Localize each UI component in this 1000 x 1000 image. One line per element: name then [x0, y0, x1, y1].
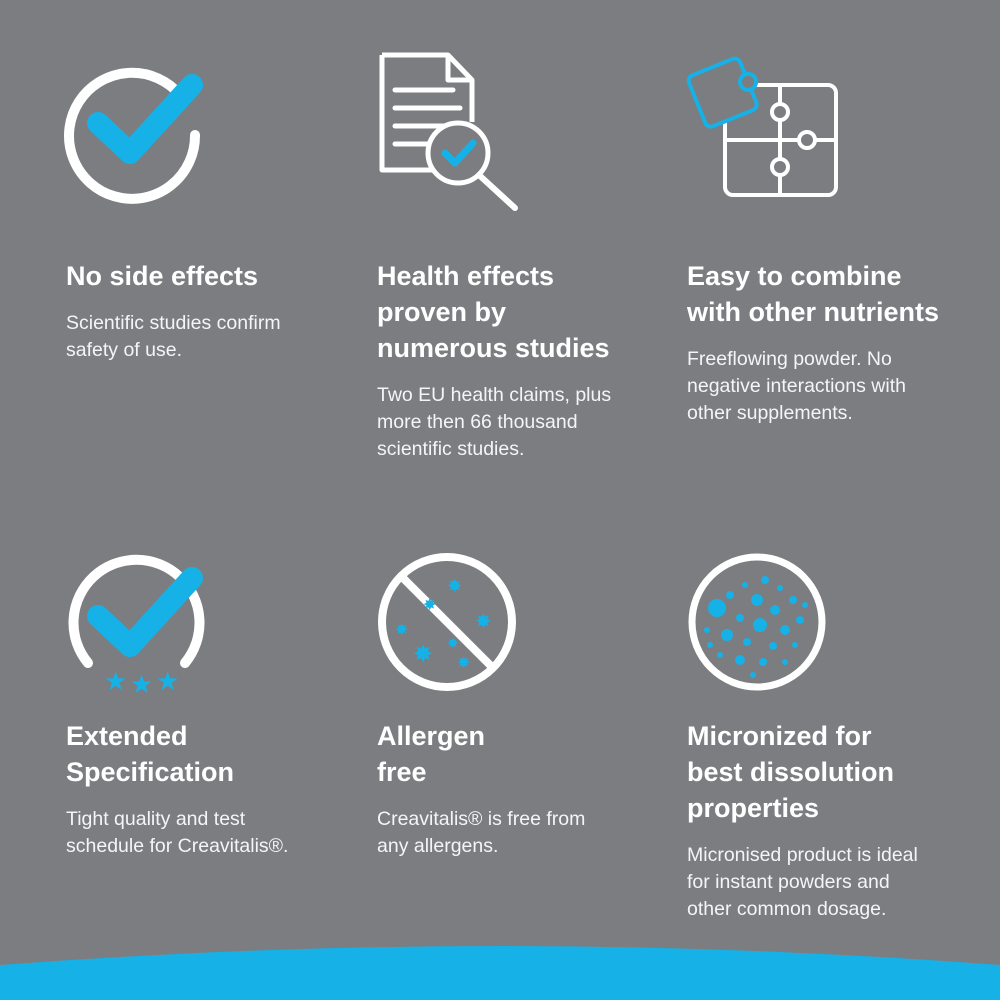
- feature-title: Micronized for best dissolution properties: [687, 721, 895, 823]
- feature-title: Allergen free: [377, 721, 486, 787]
- checkmark-stars-icon: [60, 548, 220, 698]
- checkmark-circle-icon: [60, 55, 220, 205]
- micronized-particles-icon: [685, 550, 830, 695]
- allergen-free-icon: [375, 550, 520, 695]
- svg-text:✸: ✸: [423, 595, 437, 614]
- svg-text:✸: ✸: [447, 636, 459, 652]
- feature-description: Scientific studies confirm safety of use.: [66, 312, 281, 361]
- feature-micronized: [687, 718, 987, 923]
- document-magnifier-icon: [375, 50, 525, 215]
- feature-easy-to-combine: [687, 258, 987, 427]
- svg-text:✸: ✸: [475, 609, 492, 633]
- feature-description: Two EU health claims, plus more then 66 thousand scientific studies.: [377, 384, 612, 460]
- feature-title: Health effects proven by numerous studies: [377, 261, 610, 363]
- svg-text:★: ★: [130, 670, 154, 698]
- feature-title: Easy to combine with other nutrients: [687, 261, 939, 327]
- feature-extended-specification: [66, 718, 366, 860]
- feature-title: No side effects: [66, 261, 259, 291]
- feature-description: Tight quality and test schedule for Creavitalis®.: [66, 808, 289, 857]
- bottom-wave-decoration: [0, 935, 1000, 1000]
- puzzle-icon: [685, 50, 845, 200]
- svg-text:✸: ✸: [447, 576, 463, 597]
- feature-description: Micronised product is ideal for instant powders and other common dosage.: [687, 844, 918, 920]
- svg-text:✸: ✸: [413, 640, 434, 668]
- feature-description: Freeflowing powder. No negative interactions with other supplements.: [687, 348, 906, 424]
- feature-allergen-free: [377, 718, 677, 860]
- feature-title: Extended Specification: [66, 721, 235, 787]
- svg-text:★: ★: [156, 667, 180, 697]
- svg-text:✸: ✸: [457, 653, 471, 672]
- feature-health-effects: [377, 258, 677, 463]
- svg-text:★: ★: [104, 667, 128, 697]
- svg-text:✸: ✸: [395, 620, 409, 639]
- feature-description: Creavitalis® is free from any allergens.: [377, 808, 586, 857]
- feature-no-side-effects: [66, 258, 366, 364]
